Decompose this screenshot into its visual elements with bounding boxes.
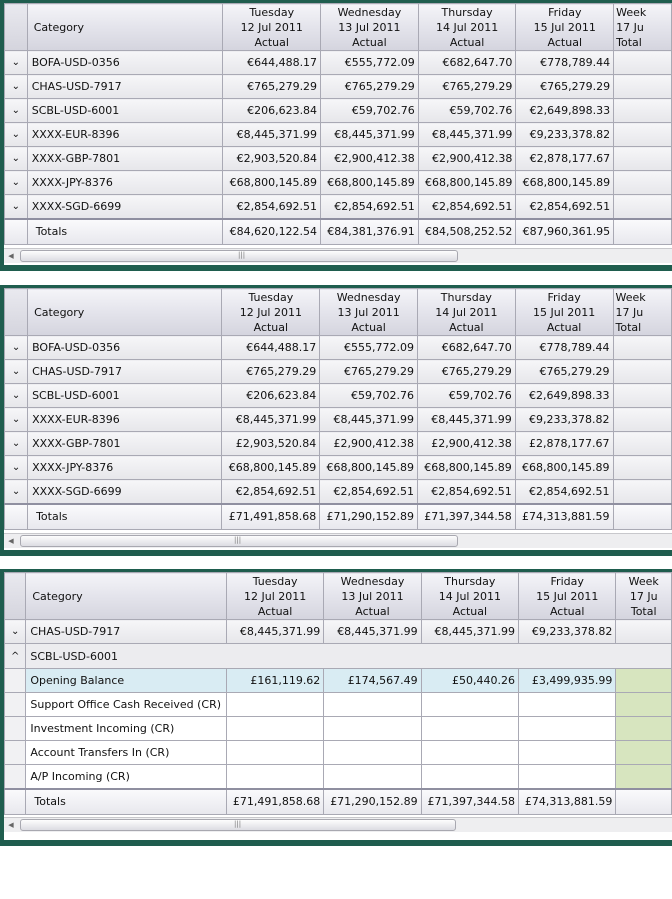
expand-icon[interactable]: ⌄ <box>5 480 28 505</box>
expand-icon[interactable]: ⌄ <box>5 51 28 75</box>
header-friday[interactable]: Friday 15 Jul 2011 Actual <box>516 4 614 51</box>
grid-viewport-1 <box>4 3 672 265</box>
detail-row[interactable]: A/P Incoming (CR) <box>5 765 672 790</box>
header-row <box>5 289 672 336</box>
grid-viewport-2 <box>4 288 672 550</box>
totals-row: Totals £71,491,858.68 £71,290,152.89 £71,397,344.58 £74,313,881.59 <box>5 504 672 530</box>
scroll-grip-icon: ||| <box>238 251 246 259</box>
expand-icon[interactable]: ⌄ <box>5 384 28 408</box>
table-row[interactable]: ⌄ XXXX-GBP-7801 £2,903,520.84 £2,900,412.38 £2,900,412.38 £2,878,177.67 <box>5 432 672 456</box>
detail-row[interactable]: Support Office Cash Received (CR) <box>5 693 672 717</box>
table-row[interactable]: ⌄ XXXX-JPY-8376 €68,800,145.89 €68,800,145.89 €68,800,145.89 €68,800,145.89 <box>5 171 672 195</box>
expand-icon[interactable]: ⌄ <box>5 432 28 456</box>
table-row[interactable]: ⌄ CHAS-USD-7917 €765,279.29 €765,279.29 €765,279.29 €765,279.29 <box>5 75 672 99</box>
header-week[interactable]: Week 17 Ju Total <box>613 289 671 336</box>
header-tuesday[interactable]: Tuesday 12 Jul 2011 Actual <box>222 289 320 336</box>
table-row[interactable]: ⌄ BOFA-USD-0356 €644,488.17 €555,772.09 €682,647.70 €778,789.44 <box>5 336 672 360</box>
totals-row: Totals £71,491,858.68 £71,290,152.89 £71,397,344.58 £74,313,881.59 <box>5 789 672 815</box>
table-row[interactable]: ⌄ CHAS-USD-7917 €765,279.29 €765,279.29 €765,279.29 €765,279.29 <box>5 360 672 384</box>
table-row[interactable]: ⌄ SCBL-USD-6001 €206,623.84 €59,702.76 €59,702.76 €2,649,898.33 <box>5 99 672 123</box>
totals-label: Totals <box>28 504 222 530</box>
table-row[interactable]: ⌄ XXXX-EUR-8396 €8,445,371.99 €8,445,371.99 €8,445,371.99 €9,233,378.82 <box>5 123 672 147</box>
totals-label: Totals <box>27 219 223 245</box>
expand-icon[interactable]: ⌄ <box>5 123 28 147</box>
header-tuesday[interactable]: Tuesday 12 Jul 2011 Actual <box>223 4 321 51</box>
expand-icon[interactable]: ⌄ <box>5 336 28 360</box>
expand-icon[interactable]: ⌄ <box>5 360 28 384</box>
table-row[interactable]: ⌄ XXXX-EUR-8396 €8,445,371.99 €8,445,371.99 €8,445,371.99 €9,233,378.82 <box>5 408 672 432</box>
horizontal-scrollbar[interactable] <box>4 817 672 832</box>
table-row[interactable]: ⌄ XXXX-JPY-8376 €68,800,145.89 €68,800,145.89 €68,800,145.89 €68,800,145.89 <box>5 456 672 480</box>
header-tuesday[interactable]: Tuesday 12 Jul 2011 Actual <box>226 573 323 620</box>
header-wednesday[interactable]: Wednesday 13 Jul 2011 Actual <box>324 573 421 620</box>
header-category[interactable]: Category <box>28 289 222 336</box>
scroll-left-arrow-icon[interactable]: ◀ <box>8 537 14 545</box>
grid-viewport-3 <box>4 572 672 840</box>
header-corner <box>5 573 26 620</box>
header-row <box>5 4 672 51</box>
header-wednesday[interactable]: Wednesday 13 Jul 2011 Actual <box>321 4 419 51</box>
expanded-group-row[interactable] <box>5 644 672 669</box>
horizontal-scrollbar[interactable] <box>4 248 672 263</box>
header-category[interactable]: Category <box>26 573 227 620</box>
expand-icon[interactable]: ⌄ <box>5 99 28 123</box>
scroll-grip-icon: ||| <box>234 536 242 544</box>
expand-icon[interactable]: ⌄ <box>5 620 26 644</box>
expand-icon[interactable]: ⌄ <box>5 408 28 432</box>
header-thursday[interactable]: Thursday 14 Jul 2011 Actual <box>421 573 518 620</box>
header-friday[interactable]: Friday 15 Jul 2011 Actual <box>515 289 613 336</box>
table-row[interactable]: ⌄ XXXX-GBP-7801 €2,903,520.84 €2,900,412.38 €2,900,412.38 €2,878,177.67 <box>5 147 672 171</box>
cash-grid-3 <box>4 572 672 815</box>
header-thursday[interactable]: Thursday 14 Jul 2011 Actual <box>418 289 516 336</box>
header-category[interactable]: Category <box>27 4 223 51</box>
header-corner <box>5 4 28 51</box>
header-corner <box>5 289 28 336</box>
detail-row[interactable]: Account Transfers In (CR) <box>5 741 672 765</box>
scroll-grip-icon: ||| <box>234 820 242 828</box>
header-week[interactable]: Week 17 Ju Total <box>614 4 672 51</box>
expand-icon[interactable]: ⌄ <box>5 171 28 195</box>
header-friday[interactable]: Friday 15 Jul 2011 Actual <box>519 573 616 620</box>
table-row[interactable]: ⌄ BOFA-USD-0356 €644,488.17 €555,772.09 €682,647.70 €778,789.44 <box>5 51 672 75</box>
table-row[interactable]: ⌄ CHAS-USD-7917 €8,445,371.99 €8,445,371.99 €8,445,371.99 €9,233,378.82 <box>5 620 672 644</box>
expand-icon[interactable]: ⌄ <box>5 147 28 171</box>
header-row <box>5 573 672 620</box>
totals-row: Totals €84,620,122.54 €84,381,376.91 €84,508,252.52 €87,960,361.95 <box>5 219 672 245</box>
expand-icon[interactable]: ⌄ <box>5 75 28 99</box>
detail-row[interactable]: Investment Incoming (CR) <box>5 717 672 741</box>
detail-row[interactable]: Opening Balance £161,119.62 £174,567.49 £50,440.26 £3,499,935.99 <box>5 669 672 693</box>
horizontal-scrollbar[interactable] <box>4 533 672 548</box>
group-label: SCBL-USD-6001 <box>26 644 672 669</box>
grid-panel-2 <box>0 285 672 556</box>
header-thursday[interactable]: Thursday 14 Jul 2011 Actual <box>418 4 516 51</box>
grid-panel-1 <box>0 0 672 271</box>
collapse-icon[interactable]: ^ <box>5 644 26 669</box>
table-row[interactable]: ⌄ XXXX-SGD-6699 €2,854,692.51 €2,854,692.51 €2,854,692.51 €2,854,692.51 <box>5 480 672 505</box>
expand-icon[interactable]: ⌄ <box>5 456 28 480</box>
table-row[interactable]: ⌄ SCBL-USD-6001 €206,623.84 €59,702.76 €59,702.76 €2,649,898.33 <box>5 384 672 408</box>
expand-icon[interactable]: ⌄ <box>5 195 28 220</box>
table-row[interactable]: ⌄ XXXX-SGD-6699 €2,854,692.51 €2,854,692.51 €2,854,692.51 €2,854,692.51 <box>5 195 672 220</box>
header-wednesday[interactable]: Wednesday 13 Jul 2011 Actual <box>320 289 418 336</box>
cash-grid-2 <box>4 288 672 530</box>
cash-grid-1 <box>4 3 672 245</box>
grid-panel-3 <box>0 569 672 846</box>
header-week[interactable]: Week 17 Ju Total <box>616 573 672 620</box>
scroll-left-arrow-icon[interactable]: ◀ <box>8 252 14 260</box>
scroll-left-arrow-icon[interactable]: ◀ <box>8 821 14 829</box>
totals-label: Totals <box>26 789 227 815</box>
